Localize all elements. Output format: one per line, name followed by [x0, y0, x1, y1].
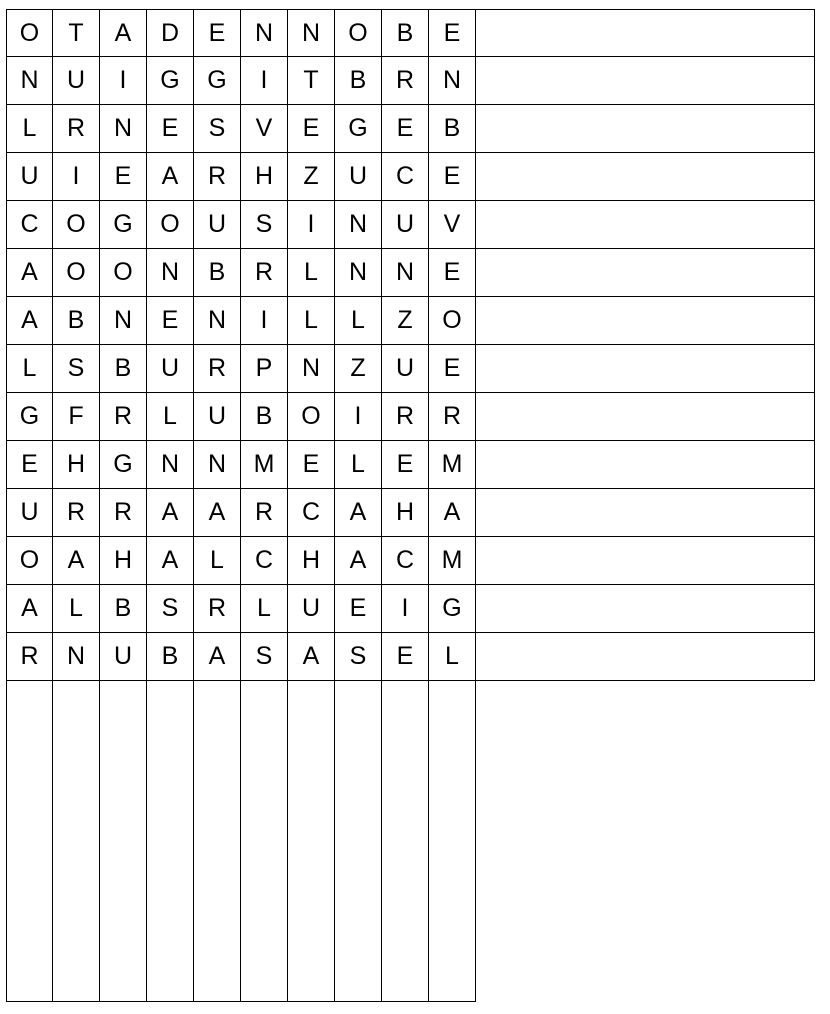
letter-cell-r3-c7: E [288, 105, 335, 153]
row-answer-box-7[interactable] [476, 297, 815, 345]
letter-cell-r10-c10: M [429, 441, 476, 489]
letter-cell-r9-c3: R [100, 393, 147, 441]
letter-cell-r13-c2: L [53, 585, 100, 633]
letter-cell-r3-c5: S [194, 105, 241, 153]
column-answers [6, 681, 476, 1002]
grid-row-14 [6, 633, 815, 681]
letter-cell-r10-c7: E [288, 441, 335, 489]
letter-cell-r5-c2: O [53, 201, 100, 249]
letter-cell-r13-c3: B [100, 585, 147, 633]
letter-cell-r13-c10: G [429, 585, 476, 633]
letter-cell-r4-c3: E [100, 153, 147, 201]
letter-cell-r13-c5: R [194, 585, 241, 633]
letter-cell-r10-c8: L [335, 441, 382, 489]
letter-cell-r10-c1: E [6, 441, 53, 489]
column-answer-box-3[interactable] [100, 681, 147, 1002]
letter-cell-r11-c10: A [429, 489, 476, 537]
row-answer-box-8[interactable] [476, 345, 815, 393]
letter-cell-r9-c2: F [53, 393, 100, 441]
letter-cell-r6-c10: E [429, 249, 476, 297]
letter-cell-r1-c4: D [147, 9, 194, 57]
letter-cell-r3-c8: G [335, 105, 382, 153]
grid-row-11 [6, 489, 815, 537]
row-answer-box-11[interactable] [476, 489, 815, 537]
letter-cell-r5-c1: C [6, 201, 53, 249]
letter-cell-r14-c4: B [147, 633, 194, 681]
letter-cell-r11-c1: U [6, 489, 53, 537]
letter-cell-r12-c6: C [241, 537, 288, 585]
letter-cell-r1-c3: A [100, 9, 147, 57]
letter-cell-r4-c9: C [382, 153, 429, 201]
letter-cell-r9-c7: O [288, 393, 335, 441]
letter-cell-r3-c3: N [100, 105, 147, 153]
letter-cell-r11-c5: A [194, 489, 241, 537]
grid-row-8 [6, 345, 815, 393]
letter-cell-r6-c2: O [53, 249, 100, 297]
letter-cell-r7-c5: N [194, 297, 241, 345]
letter-cell-r10-c2: H [53, 441, 100, 489]
letter-cell-r2-c10: N [429, 57, 476, 105]
row-answer-box-2[interactable] [476, 57, 815, 105]
letter-cell-r4-c7: Z [288, 153, 335, 201]
row-answer-box-4[interactable] [476, 153, 815, 201]
letter-cell-r13-c8: E [335, 585, 382, 633]
letter-cell-r4-c4: A [147, 153, 194, 201]
column-answer-box-8[interactable] [335, 681, 382, 1002]
letter-cell-r2-c9: R [382, 57, 429, 105]
letter-cell-r14-c5: A [194, 633, 241, 681]
row-answer-box-5[interactable] [476, 201, 815, 249]
column-answer-box-4[interactable] [147, 681, 194, 1002]
letter-cell-r5-c3: G [100, 201, 147, 249]
column-answer-box-2[interactable] [53, 681, 100, 1002]
letter-cell-r2-c5: G [194, 57, 241, 105]
letter-cell-r8-c2: S [53, 345, 100, 393]
letter-cell-r9-c4: L [147, 393, 194, 441]
letter-cell-r11-c4: A [147, 489, 194, 537]
letter-cell-r5-c10: V [429, 201, 476, 249]
letter-cell-r11-c9: H [382, 489, 429, 537]
letter-cell-r10-c5: N [194, 441, 241, 489]
letter-cell-r7-c9: Z [382, 297, 429, 345]
letter-cell-r9-c9: R [382, 393, 429, 441]
letter-cell-r4-c1: U [6, 153, 53, 201]
column-answer-box-10[interactable] [429, 681, 476, 1002]
letter-cell-r11-c7: C [288, 489, 335, 537]
letter-cell-r12-c3: H [100, 537, 147, 585]
letter-cell-r2-c3: I [100, 57, 147, 105]
letter-cell-r4-c6: H [241, 153, 288, 201]
letter-cell-r13-c9: I [382, 585, 429, 633]
letter-cell-r13-c1: A [6, 585, 53, 633]
letter-cell-r5-c9: U [382, 201, 429, 249]
grid-row-6 [6, 249, 815, 297]
letter-cell-r6-c7: L [288, 249, 335, 297]
letter-cell-r6-c8: N [335, 249, 382, 297]
letter-cell-r7-c2: B [53, 297, 100, 345]
row-answer-box-6[interactable] [476, 249, 815, 297]
letter-cell-r8-c3: B [100, 345, 147, 393]
row-answer-box-10[interactable] [476, 441, 815, 489]
letter-cell-r9-c5: U [194, 393, 241, 441]
letter-cell-r4-c8: U [335, 153, 382, 201]
letter-cell-r1-c7: N [288, 9, 335, 57]
letter-cell-r5-c8: N [335, 201, 382, 249]
letter-cell-r7-c4: E [147, 297, 194, 345]
letter-cell-r14-c6: S [241, 633, 288, 681]
letter-cell-r1-c1: O [6, 9, 53, 57]
letter-cell-r2-c6: I [241, 57, 288, 105]
letter-cell-r2-c1: N [6, 57, 53, 105]
letter-cell-r7-c10: O [429, 297, 476, 345]
letter-cell-r12-c8: A [335, 537, 382, 585]
letter-cell-r8-c1: L [6, 345, 53, 393]
letter-cell-r8-c5: R [194, 345, 241, 393]
letter-cell-r11-c8: A [335, 489, 382, 537]
column-answer-box-1[interactable] [6, 681, 53, 1002]
letter-cell-r7-c6: I [241, 297, 288, 345]
letter-cell-r14-c7: A [288, 633, 335, 681]
letter-cell-r5-c5: U [194, 201, 241, 249]
letter-cell-r2-c4: G [147, 57, 194, 105]
letter-cell-r1-c6: N [241, 9, 288, 57]
grid-row-9 [6, 393, 815, 441]
letter-cell-r12-c1: O [6, 537, 53, 585]
letter-cell-r13-c7: U [288, 585, 335, 633]
letter-cell-r14-c10: L [429, 633, 476, 681]
letter-cell-r1-c8: O [335, 9, 382, 57]
letter-cell-r14-c9: E [382, 633, 429, 681]
letter-cell-r10-c6: M [241, 441, 288, 489]
letter-cell-r6-c1: A [6, 249, 53, 297]
letter-cell-r8-c10: E [429, 345, 476, 393]
letter-cell-r11-c3: R [100, 489, 147, 537]
column-answer-box-9[interactable] [382, 681, 429, 1002]
letter-cell-r10-c9: E [382, 441, 429, 489]
letter-cell-r2-c2: U [53, 57, 100, 105]
grid-row-2 [6, 57, 815, 105]
grid-row-3 [6, 105, 815, 153]
letter-cell-r3-c4: E [147, 105, 194, 153]
letter-cell-r9-c10: R [429, 393, 476, 441]
row-answer-box-13[interactable] [476, 585, 815, 633]
letter-cell-r3-c1: L [6, 105, 53, 153]
letter-cell-r12-c4: A [147, 537, 194, 585]
letter-cell-r2-c7: T [288, 57, 335, 105]
letter-cell-r7-c3: N [100, 297, 147, 345]
letter-cell-r1-c5: E [194, 9, 241, 57]
letter-cell-r3-c10: B [429, 105, 476, 153]
letter-cell-r14-c8: S [335, 633, 382, 681]
letter-cell-r8-c9: U [382, 345, 429, 393]
letter-cell-r12-c10: M [429, 537, 476, 585]
row-answer-box-9[interactable] [476, 393, 815, 441]
letter-cell-r3-c9: E [382, 105, 429, 153]
letter-cell-r13-c6: L [241, 585, 288, 633]
letter-cell-r5-c4: O [147, 201, 194, 249]
letter-cell-r7-c8: L [335, 297, 382, 345]
letter-cell-r12-c5: L [194, 537, 241, 585]
letter-cell-r4-c5: R [194, 153, 241, 201]
letter-cell-r10-c3: G [100, 441, 147, 489]
letter-cell-r3-c2: R [53, 105, 100, 153]
letter-cell-r12-c2: A [53, 537, 100, 585]
letter-cell-r12-c9: C [382, 537, 429, 585]
letter-cell-r4-c2: I [53, 153, 100, 201]
letter-cell-r6-c6: R [241, 249, 288, 297]
letter-cell-r14-c1: R [6, 633, 53, 681]
grid-row-13 [6, 585, 815, 633]
letter-cell-r13-c4: S [147, 585, 194, 633]
letter-cell-r10-c4: N [147, 441, 194, 489]
row-answer-box-12[interactable] [476, 537, 815, 585]
grid-row-5 [6, 201, 815, 249]
column-answer-box-5[interactable] [194, 681, 241, 1002]
letter-cell-r11-c2: R [53, 489, 100, 537]
letter-cell-r6-c9: N [382, 249, 429, 297]
letter-cell-r1-c9: B [382, 9, 429, 57]
grid-row-12 [6, 537, 815, 585]
letter-cell-r8-c6: P [241, 345, 288, 393]
grid-row-1 [6, 9, 815, 57]
letter-cell-r6-c3: O [100, 249, 147, 297]
grid-row-4 [6, 153, 815, 201]
letter-cell-r1-c2: T [53, 9, 100, 57]
letter-cell-r9-c8: I [335, 393, 382, 441]
letter-cell-r9-c6: B [241, 393, 288, 441]
letter-cell-r3-c6: V [241, 105, 288, 153]
letter-cell-r5-c6: S [241, 201, 288, 249]
letter-cell-r14-c3: U [100, 633, 147, 681]
letter-cell-r12-c7: H [288, 537, 335, 585]
letter-cell-r8-c4: U [147, 345, 194, 393]
letter-cell-r7-c7: L [288, 297, 335, 345]
letter-cell-r4-c10: E [429, 153, 476, 201]
column-answer-box-6[interactable] [241, 681, 288, 1002]
letter-cell-r8-c8: Z [335, 345, 382, 393]
row-answer-box-14[interactable] [476, 633, 815, 681]
letter-cell-r1-c10: E [429, 9, 476, 57]
letter-cell-r8-c7: N [288, 345, 335, 393]
column-answer-box-7[interactable] [288, 681, 335, 1002]
letter-cell-r14-c2: N [53, 633, 100, 681]
letter-cell-r5-c7: I [288, 201, 335, 249]
letter-cell-r6-c5: B [194, 249, 241, 297]
letter-cell-r6-c4: N [147, 249, 194, 297]
row-answer-box-3[interactable] [476, 105, 815, 153]
letter-cell-r9-c1: G [6, 393, 53, 441]
row-answer-box-1[interactable] [476, 9, 815, 57]
letter-cell-r2-c8: B [335, 57, 382, 105]
letter-cell-r11-c6: R [241, 489, 288, 537]
grid-row-7 [6, 297, 815, 345]
grid-row-10 [6, 441, 815, 489]
letter-cell-r7-c1: A [6, 297, 53, 345]
word-puzzle [6, 9, 819, 1002]
